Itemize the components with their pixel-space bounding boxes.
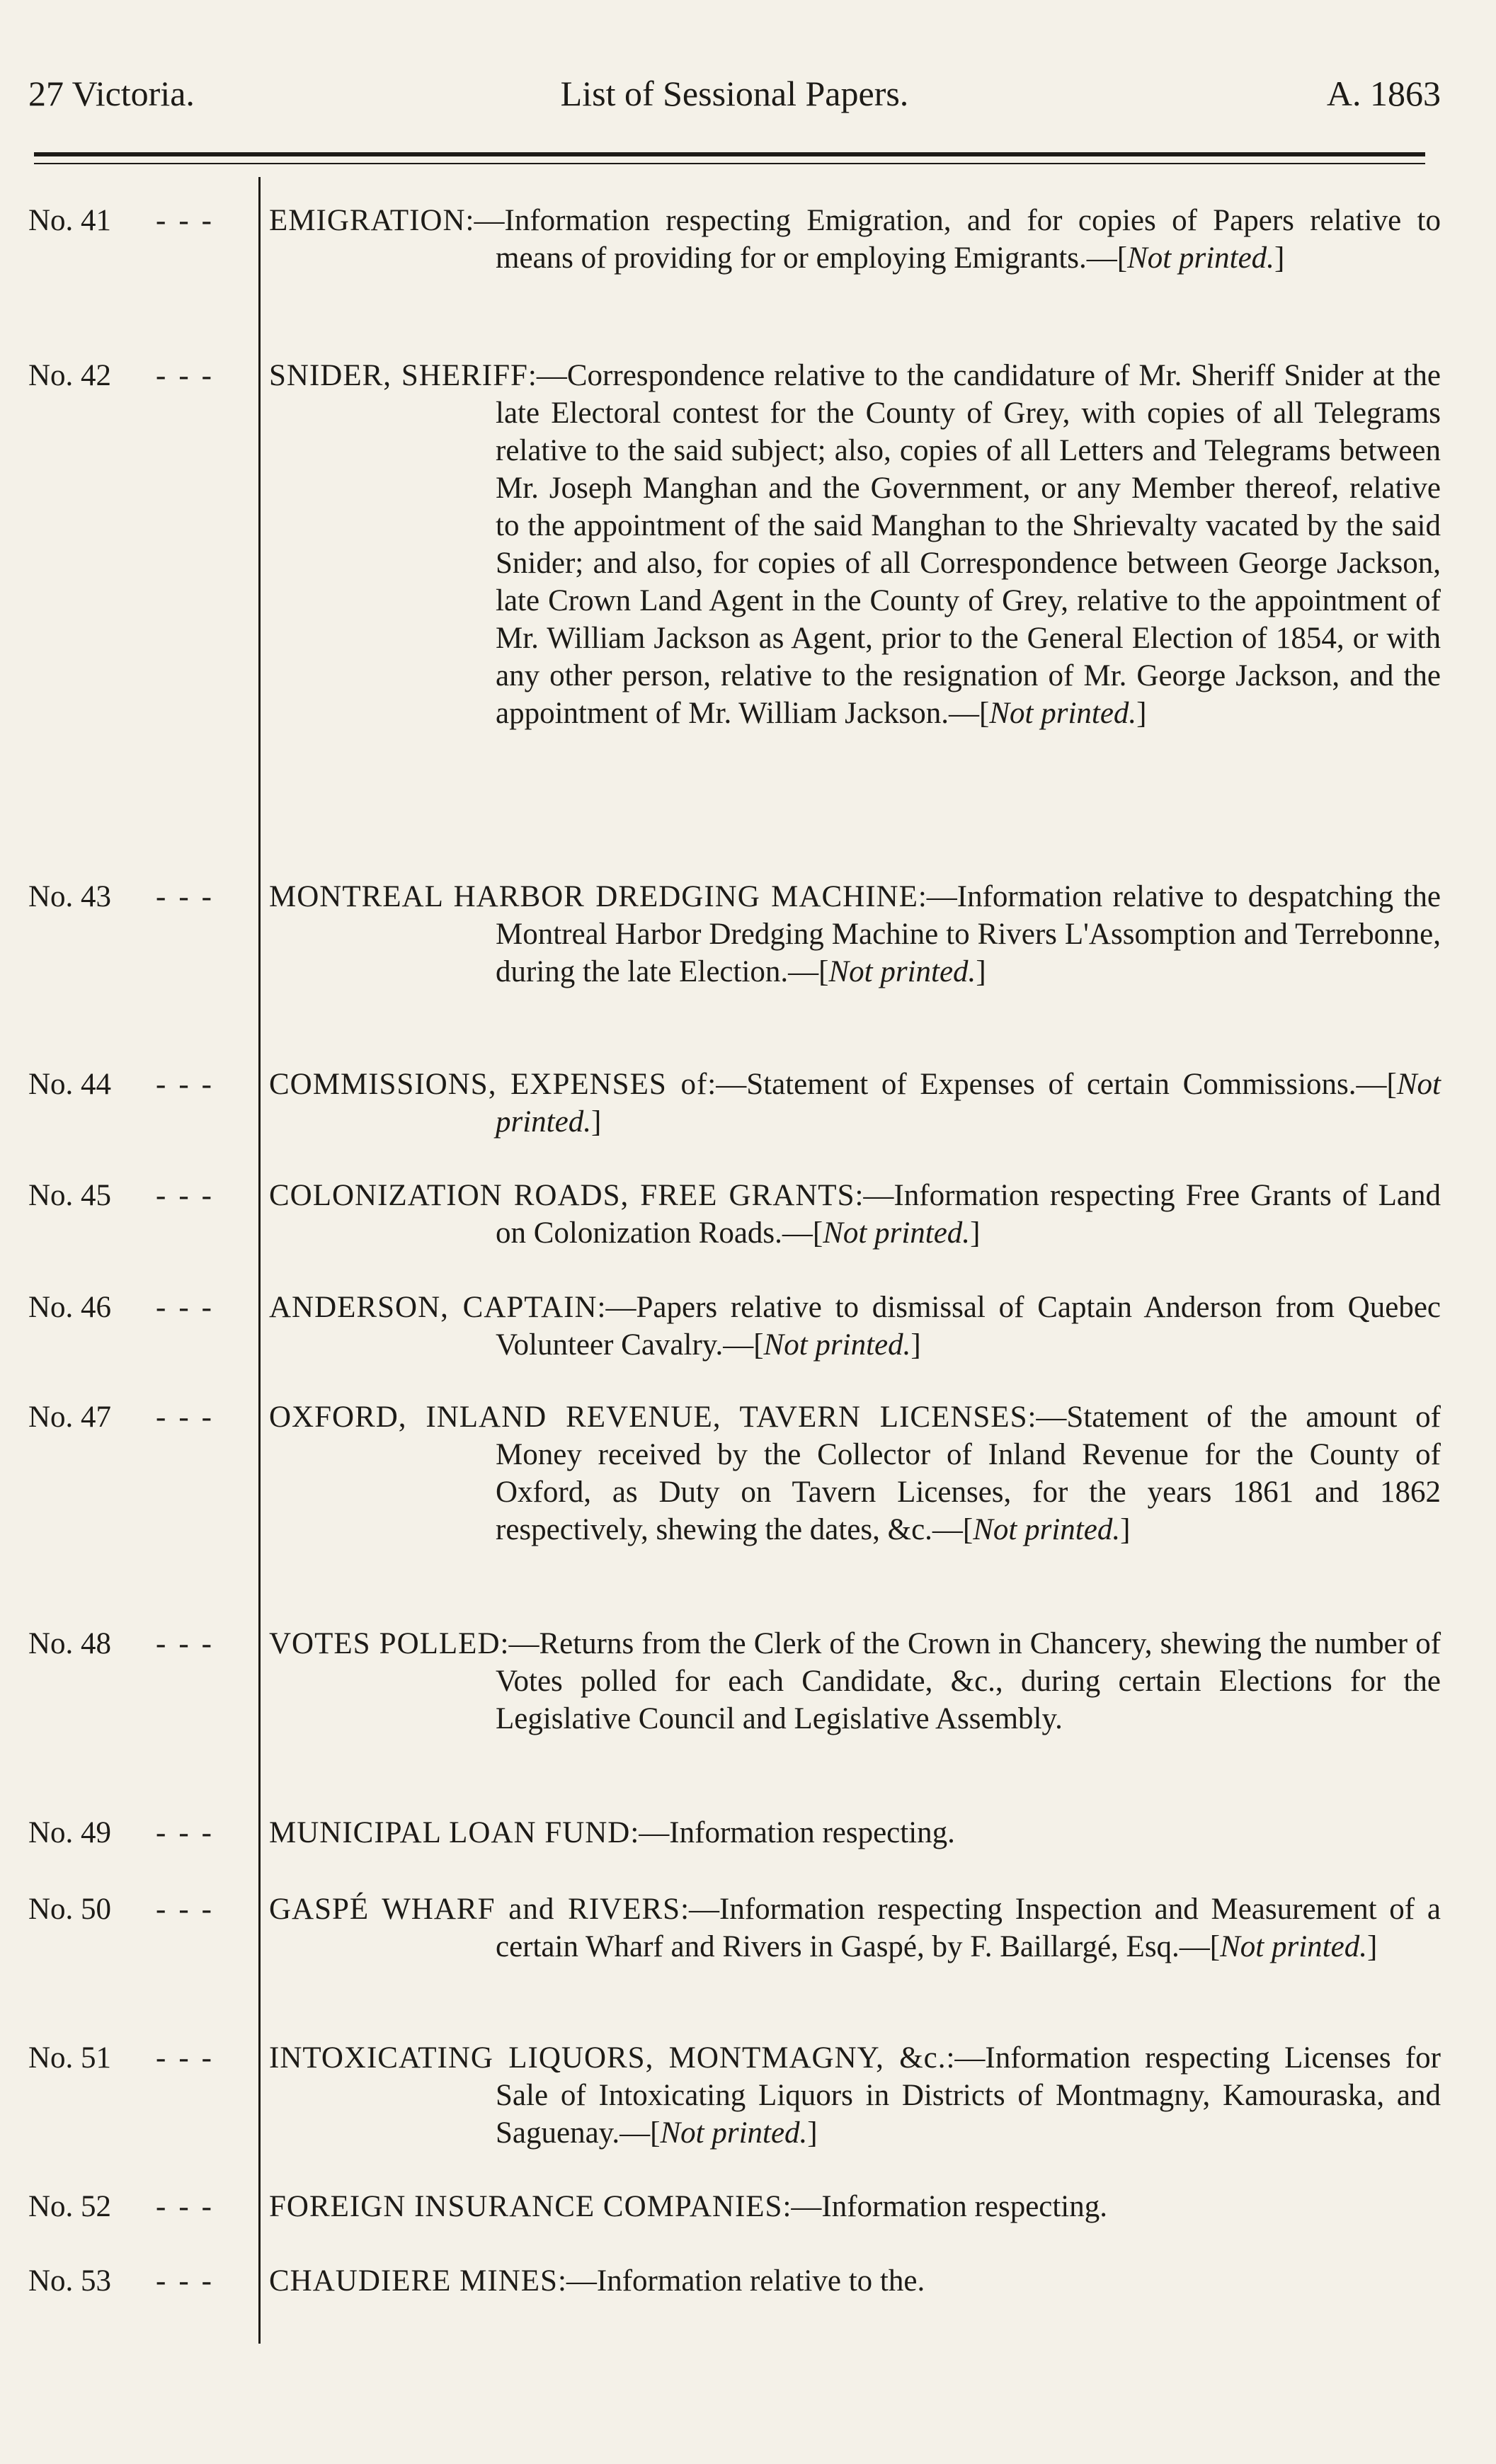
paper-title: COLONIZATION ROADS, FREE GRANTS <box>269 1179 855 1212</box>
paper-body: :—Information respecting Free Grants of Land on Colonization Roads.—[ <box>496 1179 1441 1250</box>
list-item: No. 46 --- ANDERSON, CAPTAIN:—Papers relative to dismissal of Captain Anderson from Quebec Volunteer Cavalry.—[Not printed.] <box>28 1289 1441 1364</box>
list-item: No. 42 --- SNIDER, SHERIFF:—Correspondence relative to the candidature of Mr. Sheriff Snider at the late Electoral contest for the County of Grey, with copies of all Telegrams relative to the said subject; also, copies of all Letters and Telegrams between Mr. Joseph Manghan and the Government, or any Member thereof, relative to the appointment of the said Manghan to the Shrievalty vacated by the said Snider; and also, for copies of all Correspondence between George Jackson, late Crown Land Agent in the County of Grey, relative to the appointment of Mr. William Jackson as Agent, prior to the General Election of 1854, or with any other person, relative to the resignation of Mr. George Jackson, and the appointment of Mr. William Jackson.—[Not printed.] <box>28 357 1441 732</box>
paper-text <box>269 2188 1441 2225</box>
paper-body: :—Correspondence relative to the candidature of Mr. Sheriff Snider at the late Electoral contest for the County of Grey, with copies of all Telegrams relative to the said subject; also, copies of all Letters and Telegrams between Mr. Joseph Manghan and the Government, or any Member thereof, relative to the appointment of the said Manghan to the Shrievalty vacated by the said Snider; and also, for copies of all Correspondence between George Jackson, late Crown Land Agent in the County of Grey, relative to the appointment of Mr. William Jackson as Agent, prior to the General Election of 1854, or with any other person, relative to the resignation of Mr. George Jackson, and the appointment of Mr. William Jackson.—[ <box>496 359 1441 730</box>
paper-body: :—Information relative to the. <box>557 2264 925 2298</box>
paper-note: Not printed. <box>1127 241 1274 275</box>
paper-number: No. 49 <box>28 1816 112 1849</box>
paper-note: Not printed. <box>763 1328 911 1362</box>
paper-number: No. 43 <box>28 880 112 913</box>
paper-title: EMIGRATION <box>269 204 466 237</box>
header-rule-thick <box>34 152 1425 156</box>
list-item: No. 51 --- INTOXICATING LIQUORS, MONTMAGNY, &c.:—Information respecting Licenses for Sale of Intoxicating Liquors in Districts of Montmagny, Kamouraska, and Saguenay.—[Not printed.] <box>28 2039 1441 2152</box>
header-title: List of Sessional Papers. <box>560 74 909 113</box>
paper-title: SNIDER, SHERIFF <box>269 359 528 392</box>
paper-body: :—Information respecting. <box>630 1816 955 1849</box>
paper-number: No. 53 <box>28 2264 112 2298</box>
paper-number: No. 48 <box>28 1627 112 1660</box>
paper-number: No. 51 <box>28 2041 112 2075</box>
list-item: No. 52 --- FOREIGN INSURANCE COMPANIES:—Information respecting. <box>28 2188 1441 2225</box>
header-session: 27 Victoria. <box>28 74 195 113</box>
paper-text <box>269 1814 1441 1852</box>
paper-title: ANDERSON, CAPTAIN <box>269 1291 598 1324</box>
paper-number: No. 42 <box>28 359 112 392</box>
list-item: No. 49 --- MUNICIPAL LOAN FUND:—Information respecting. <box>28 1814 1441 1852</box>
paper-text: COMMISSIONS, EXPENSES of:—Statement of Expenses of certain Commissions.—[Not printed.] <box>269 1068 1441 1139</box>
paper-title: FOREIGN INSURANCE COMPANIES <box>269 2190 783 2223</box>
paper-number: No. 52 <box>28 2190 112 2223</box>
paper-body: :—Returns from the Clerk of the Crown in Chancery, shewing the number of Votes polled for each Candidate, &c., during certain Elections for the Legislative Council and Legislative Assembly. <box>496 1627 1441 1735</box>
paper-title: MONTREAL HARBOR DREDGING MACHINE <box>269 880 918 913</box>
paper-body: :—Information relative to despatching the Montreal Harbor Dredging Machine to Rivers L'Assomption and Terrebonne, during the late Election.—[ <box>496 880 1441 988</box>
paper-text: GASPÉ WHARF and RIVERS:—Information respecting Inspection and Measurement of a certain Wharf and Rivers in Gaspé, by F. Baillargé, Esq.—[Not printed.] <box>269 1893 1441 1963</box>
paper-body: :—Information respecting Inspection and Measurement of a certain Wharf and Rivers in Gaspé, by F. Baillargé, Esq.—[ <box>496 1893 1441 1963</box>
paper-body: :—Papers relative to dismissal of Captain Anderson from Quebec Volunteer Cavalry.—[ <box>496 1291 1441 1362</box>
paper-text: INTOXICATING LIQUORS, MONTMAGNY, &c.:—Information respecting Licenses for Sale of Intoxicating Liquors in Districts of Montmagny, Kamouraska, and Saguenay.—[Not printed.] <box>269 2041 1441 2150</box>
paper-body: :—Statement of Expenses of certain Commissions.—[ <box>707 1068 1397 1101</box>
paper-title: CHAUDIERE MINES <box>269 2264 558 2298</box>
paper-text: OXFORD, INLAND REVENUE, TAVERN LICENSES:—Statement of the amount of Money received by the Collector of Inland Revenue for the County of Oxford, as Duty on Tavern Licenses, for the years 1861 and 1862 respectively, shewing the dates, &c.—[Not printed.] <box>269 1401 1441 1546</box>
paper-body: :—Information respecting Licenses for Sale of Intoxicating Liquors in Districts of Montmagny, Kamouraska, and Saguenay.—[ <box>496 2041 1441 2150</box>
list-item: No. 43 --- MONTREAL HARBOR DREDGING MACHINE:—Information relative to despatching the Montreal Harbor Dredging Machine to Rivers L'Assomption and Terrebonne, during the late Election.—[Not printed.] <box>28 878 1441 991</box>
paper-number: No. 44 <box>28 1068 112 1101</box>
paper-note: Not printed. <box>660 2116 808 2150</box>
paper-note: Not printed. <box>828 955 976 988</box>
list-item: No. 47 --- OXFORD, INLAND REVENUE, TAVERN LICENSES:—Statement of the amount of Money received by the Collector of Inland Revenue for the County of Oxford, as Duty on Tavern Licenses, for the years 1861 and 1862 respectively, shewing the dates, &c.—[Not printed.] <box>28 1398 1441 1548</box>
paper-number: No. 41 <box>28 204 112 237</box>
paper-title: VOTES POLLED <box>269 1627 501 1660</box>
list-item: No. 44 --- COMMISSIONS, EXPENSES of:—Statement of Expenses of certain Commissions.—[Not printed.] <box>28 1066 1441 1141</box>
paper-number: No. 46 <box>28 1291 112 1324</box>
paper-text <box>269 1625 1441 1738</box>
paper-text <box>269 2262 1441 2300</box>
paper-note: Not printed. <box>1220 1930 1367 1963</box>
list-item: No. 41 --- EMIGRATION:—Information respecting Emigration, and for copies of Papers relative to means of providing for or employing Emigrants.—[Not printed.] <box>28 202 1441 277</box>
list-item: No. 48 --- VOTES POLLED:—Returns from the Clerk of the Crown in Chancery, shewing the number of Votes polled for each Candidate, &c., during certain Elections for the Legislative Council and Legislative Assembly. <box>28 1625 1441 1738</box>
paper-body: :—Statement of the amount of Money received by the Collector of Inland Revenue for the County of Oxford, as Duty on Tavern Licenses, for the years 1861 and 1862 respectively, shewing the dates, &c.—[ <box>496 1401 1441 1546</box>
paper-title: COMMISSIONS, EXPENSES of <box>269 1068 708 1101</box>
paper-number: No. 50 <box>28 1893 112 1926</box>
paper-text: COLONIZATION ROADS, FREE GRANTS:—Information respecting Free Grants of Land on Colonization Roads.—[Not printed.] <box>269 1179 1441 1250</box>
paper-text: ANDERSON, CAPTAIN:—Papers relative to dismissal of Captain Anderson from Quebec Volunteer Cavalry.—[Not printed.] <box>269 1291 1441 1362</box>
paper-body: :—Information respecting Emigration, and for copies of Papers relative to means of providing for or employing Emigrants.—[ <box>465 204 1441 275</box>
paper-note: Not printed. <box>989 697 1137 730</box>
header-rule-thin <box>34 163 1425 164</box>
paper-title: INTOXICATING LIQUORS, MONTMAGNY, &c. <box>269 2041 947 2075</box>
paper-note: Not printed. <box>823 1216 971 1250</box>
paper-text: MONTREAL HARBOR DREDGING MACHINE:—Information relative to despatching the Montreal Harbor Dredging Machine to Rivers L'Assomption and Terrebonne, during the late Election.—[Not printed.] <box>269 880 1441 988</box>
list-item: No. 45 --- COLONIZATION ROADS, FREE GRANTS:—Information respecting Free Grants of Land on Colonization Roads.—[Not printed.] <box>28 1177 1441 1252</box>
list-item: No. 53 --- CHAUDIERE MINES:—Information relative to the. <box>28 2262 1441 2300</box>
paper-body: :—Information respecting. <box>782 2190 1108 2223</box>
header-year: A. 1863 <box>1326 74 1441 113</box>
paper-text: EMIGRATION:—Information respecting Emigration, and for copies of Papers relative to means of providing for or employing Emigrants.—[Not printed.] <box>269 204 1441 275</box>
paper-note: Not printed. <box>496 1068 1441 1139</box>
paper-title: OXFORD, INLAND REVENUE, TAVERN LICENSES <box>269 1401 1028 1434</box>
paper-title: GASPÉ WHARF and RIVERS <box>269 1893 681 1926</box>
paper-text: SNIDER, SHERIFF:—Correspondence relative to the candidature of Mr. Sheriff Snider at the late Electoral contest for the County of Grey, with copies of all Telegrams relative to the said subject; also, copies of all Letters and Telegrams between Mr. Joseph Manghan and the Government, or any Member thereof, relative to the appointment of the said Manghan to the Shrievalty vacated by the said Snider; and also, for copies of all Correspondence between George Jackson, late Crown Land Agent in the County of Grey, relative to the appointment of Mr. William Jackson as Agent, prior to the General Election of 1854, or with any other person, relative to the resignation of Mr. George Jackson, and the appointment of Mr. William Jackson.—[Not printed.] <box>269 359 1441 730</box>
page-header <box>28 65 1441 122</box>
paper-title: MUNICIPAL LOAN FUND <box>269 1816 631 1849</box>
paper-note: Not printed. <box>973 1513 1121 1546</box>
paper-number: No. 47 <box>28 1401 112 1434</box>
paper-number: No. 45 <box>28 1179 112 1212</box>
list-item: No. 50 --- GASPÉ WHARF and RIVERS:—Information respecting Inspection and Measurement of a certain Wharf and Rivers in Gaspé, by F. Baillargé, Esq.—[Not printed.] <box>28 1890 1441 1966</box>
